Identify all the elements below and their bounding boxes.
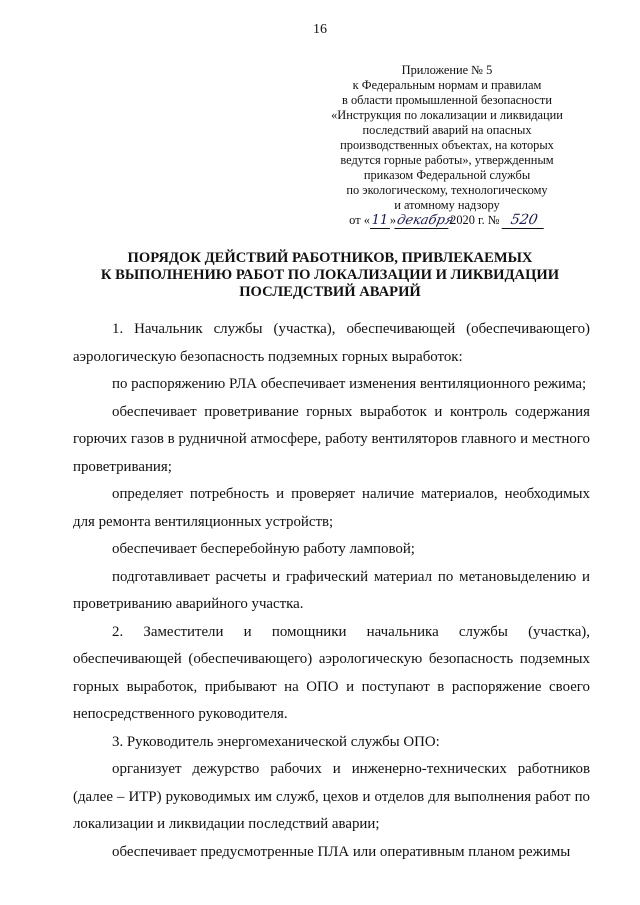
appendix-line: и атомному надзору — [394, 198, 500, 212]
paragraph: 2. Заместители и помощники начальника службы (участка), обеспечивающей (обеспечивающего) аэрологическую безопасность подземных горных выработок, прибывают на ОПО и поступают в распоряжение своего непосредственного руководителя. — [73, 623, 590, 722]
title-line: ПОРЯДОК ДЕЙСТВИЙ РАБОТНИКОВ, ПРИВЛЕКАЕМЫХ — [127, 250, 533, 266]
appendix-line: Приложение № 5 — [401, 63, 493, 77]
handwritten-month: декабря — [395, 213, 456, 228]
date-year: 2020 г. № — [450, 213, 500, 227]
title-line: К ВЫПОЛНЕНИЮ РАБОТ ПО ЛОКАЛИЗАЦИИ И ЛИКВИДАЦИИ — [100, 267, 560, 283]
order-date-line — [318, 213, 576, 229]
document-body — [73, 316, 590, 866]
paragraph: по распоряжению РЛА обеспечивает изменения вентиляционного режима; — [112, 376, 587, 392]
appendix-header — [318, 63, 576, 229]
appendix-line: по экологическому, технологическому — [346, 183, 548, 197]
paragraph: 1. Начальник службы (участка), обеспечивающей (обеспечивающего) аэрологическую безопасность подземных горных выработок: — [73, 321, 590, 365]
handwritten-day: 11 — [371, 213, 389, 228]
appendix-line: производственных объектах, на которых — [340, 138, 554, 152]
appendix-line: приказом Федеральной службы — [363, 168, 531, 182]
paragraph: обеспечивает бесперебойную работу ламповой; — [112, 541, 415, 557]
paragraph: 3. Руководитель энергомеханической службы ОПО: — [112, 733, 440, 750]
document-title — [70, 250, 590, 301]
handwritten-order-number: 520 — [501, 213, 546, 229]
appendix-line: «Инструкция по локализации и ликвидации — [331, 108, 563, 122]
date-prefix: от « — [349, 213, 370, 227]
date-mid: » — [389, 213, 397, 227]
paragraph: определяет потребность и проверяет наличие материалов, необходимых для ремонта вентиляционных устройств; — [73, 486, 590, 530]
title-line: ПОСЛЕДСТВИЙ АВАРИЙ — [239, 284, 421, 300]
appendix-line: к Федеральным нормам и правилам — [352, 78, 542, 92]
appendix-line: последствий аварий на опасных — [362, 123, 532, 137]
paragraph: обеспечивает предусмотренные ПЛА или оперативным планом режимы — [112, 843, 571, 860]
paragraph: обеспечивает проветривание горных выработок и контроль содержания горючих газов в рудничной атмосфере, работу вентиляторов главного и местного проветривания; — [73, 403, 590, 475]
paragraph: организует дежурство рабочих и инженерно-технических работников (далее – ИТР) руководимых им служб, цехов и отделов для выполнения работ по локализации и ликвидации последствий аварии; — [73, 761, 590, 832]
page-number: 16 — [313, 22, 327, 37]
appendix-line: ведутся горные работы», утвержденным — [340, 153, 554, 167]
paragraph: подготавливает расчеты и графический материал по метановыделению и проветриванию аварийного участка. — [73, 568, 590, 612]
appendix-line: в области промышленной безопасности — [342, 93, 552, 107]
